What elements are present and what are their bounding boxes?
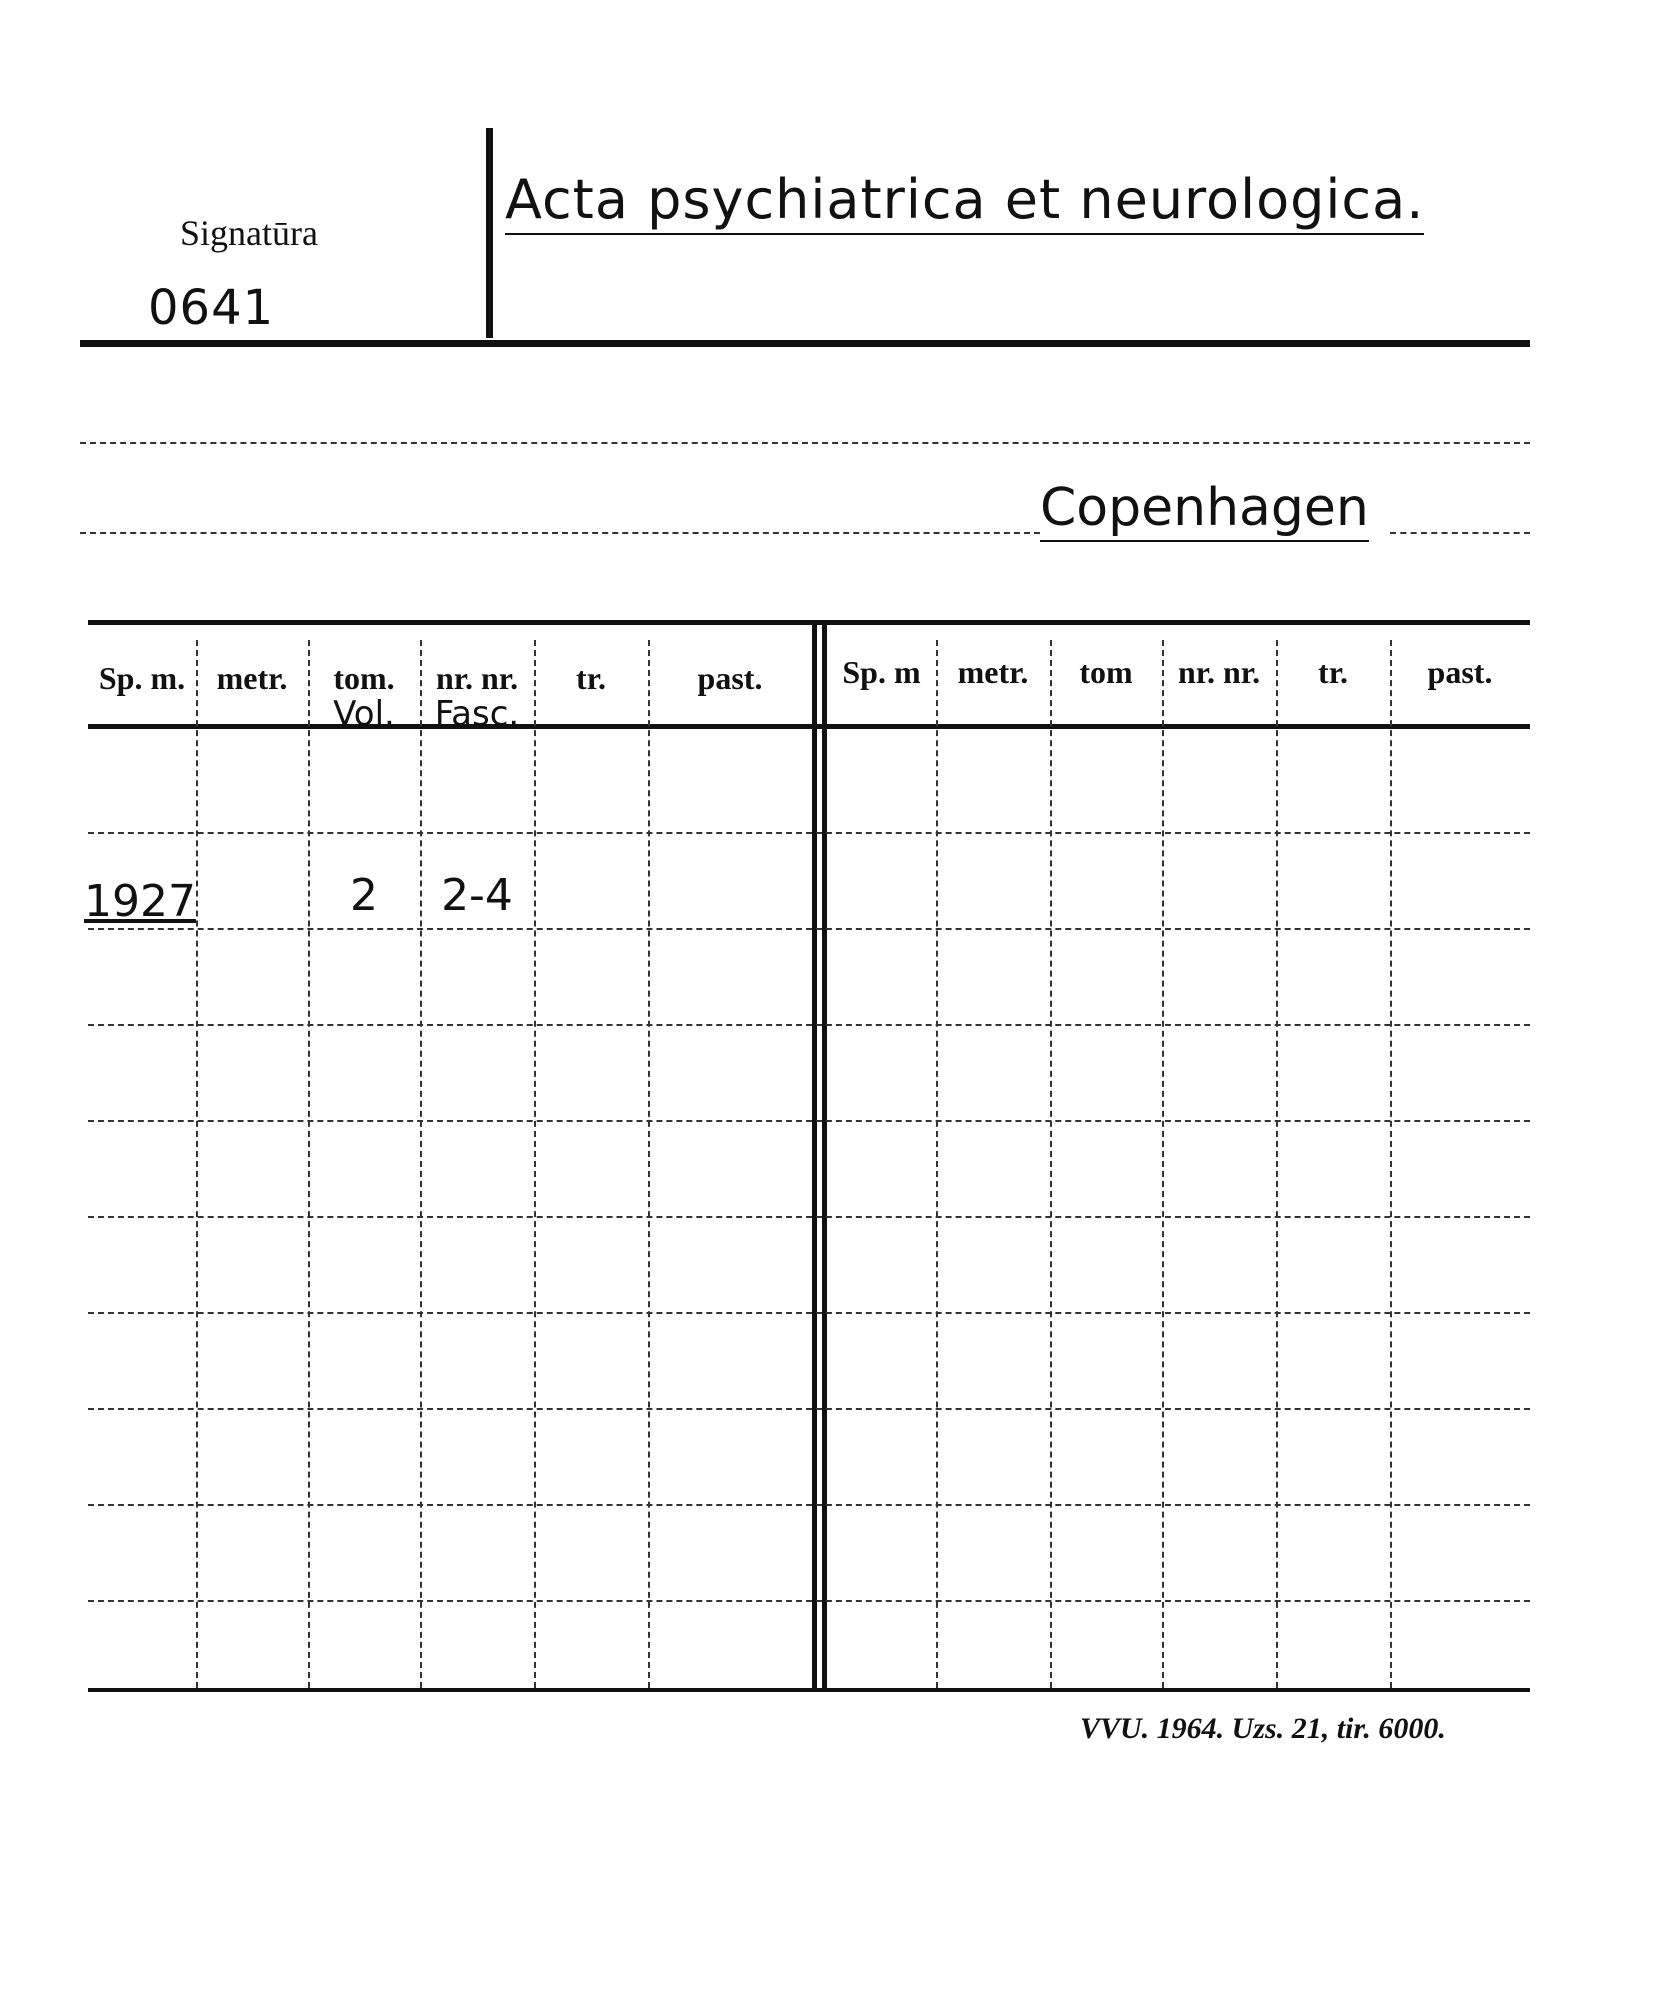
header-tom: tom. [333, 660, 395, 696]
table-center-divider [812, 620, 817, 1688]
print-note: VVU. 1964. Uzs. 21, tir. 6000. [1080, 1712, 1446, 1745]
col-divider [936, 640, 938, 1688]
row-line [88, 1600, 1530, 1602]
header-sp-m-right: Sp. m [842, 654, 921, 690]
table-row-fascicles: 2-4 [441, 870, 513, 921]
header-bottom-rule [80, 340, 1530, 347]
header-nr-nr-right: nr. nr. [1177, 654, 1261, 690]
header-tr: tr. [576, 660, 606, 696]
header-nr-nr: nr. nr. [435, 660, 519, 696]
header-tr-right: tr. [1318, 654, 1348, 690]
header-vertical-divider [486, 128, 493, 338]
header-past: past. [697, 660, 763, 696]
col-divider [1162, 640, 1164, 1688]
blank-line-2 [80, 532, 1040, 534]
row-line [88, 1504, 1530, 1506]
col-divider [308, 640, 310, 1688]
col-divider [534, 640, 536, 1688]
row-line [88, 1120, 1530, 1122]
row-line [88, 1408, 1530, 1410]
blank-line-3 [1390, 532, 1530, 534]
col-divider [1390, 640, 1392, 1688]
header-past-right: past. [1427, 654, 1493, 690]
header-tom-right: tom [1079, 654, 1133, 690]
row-line [88, 832, 1530, 834]
row-line [88, 928, 1530, 930]
journal-title: Acta psychiatrica et neurologica. [505, 168, 1424, 235]
signatura-value: 0641 [148, 280, 275, 336]
row-line [88, 1216, 1530, 1218]
blank-line-1 [80, 442, 1530, 444]
col-divider [648, 640, 650, 1688]
table-bottom-rule [88, 1688, 1530, 1692]
table-header-bottom-rule [88, 724, 1530, 729]
col-divider [196, 640, 198, 1688]
subheader-fasc: Fasc. [434, 694, 520, 734]
col-divider [420, 640, 422, 1688]
table-row-volume: 2 [350, 870, 378, 921]
signatura-label: Signatūra [180, 213, 318, 253]
table-row-year: 1927 [84, 876, 196, 927]
subheader-vol: Vol. [333, 694, 395, 734]
publication-place: Copenhagen [1040, 478, 1369, 542]
header-metr: metr. [216, 660, 288, 696]
col-divider [1276, 640, 1278, 1688]
header-sp-m: Sp. m. [98, 660, 186, 696]
header-metr-right: metr. [957, 654, 1029, 690]
row-line [88, 1024, 1530, 1026]
table-top-rule [88, 620, 1530, 625]
table-center-divider-2 [822, 620, 827, 1688]
col-divider [1050, 640, 1052, 1688]
row-line [88, 1312, 1530, 1314]
